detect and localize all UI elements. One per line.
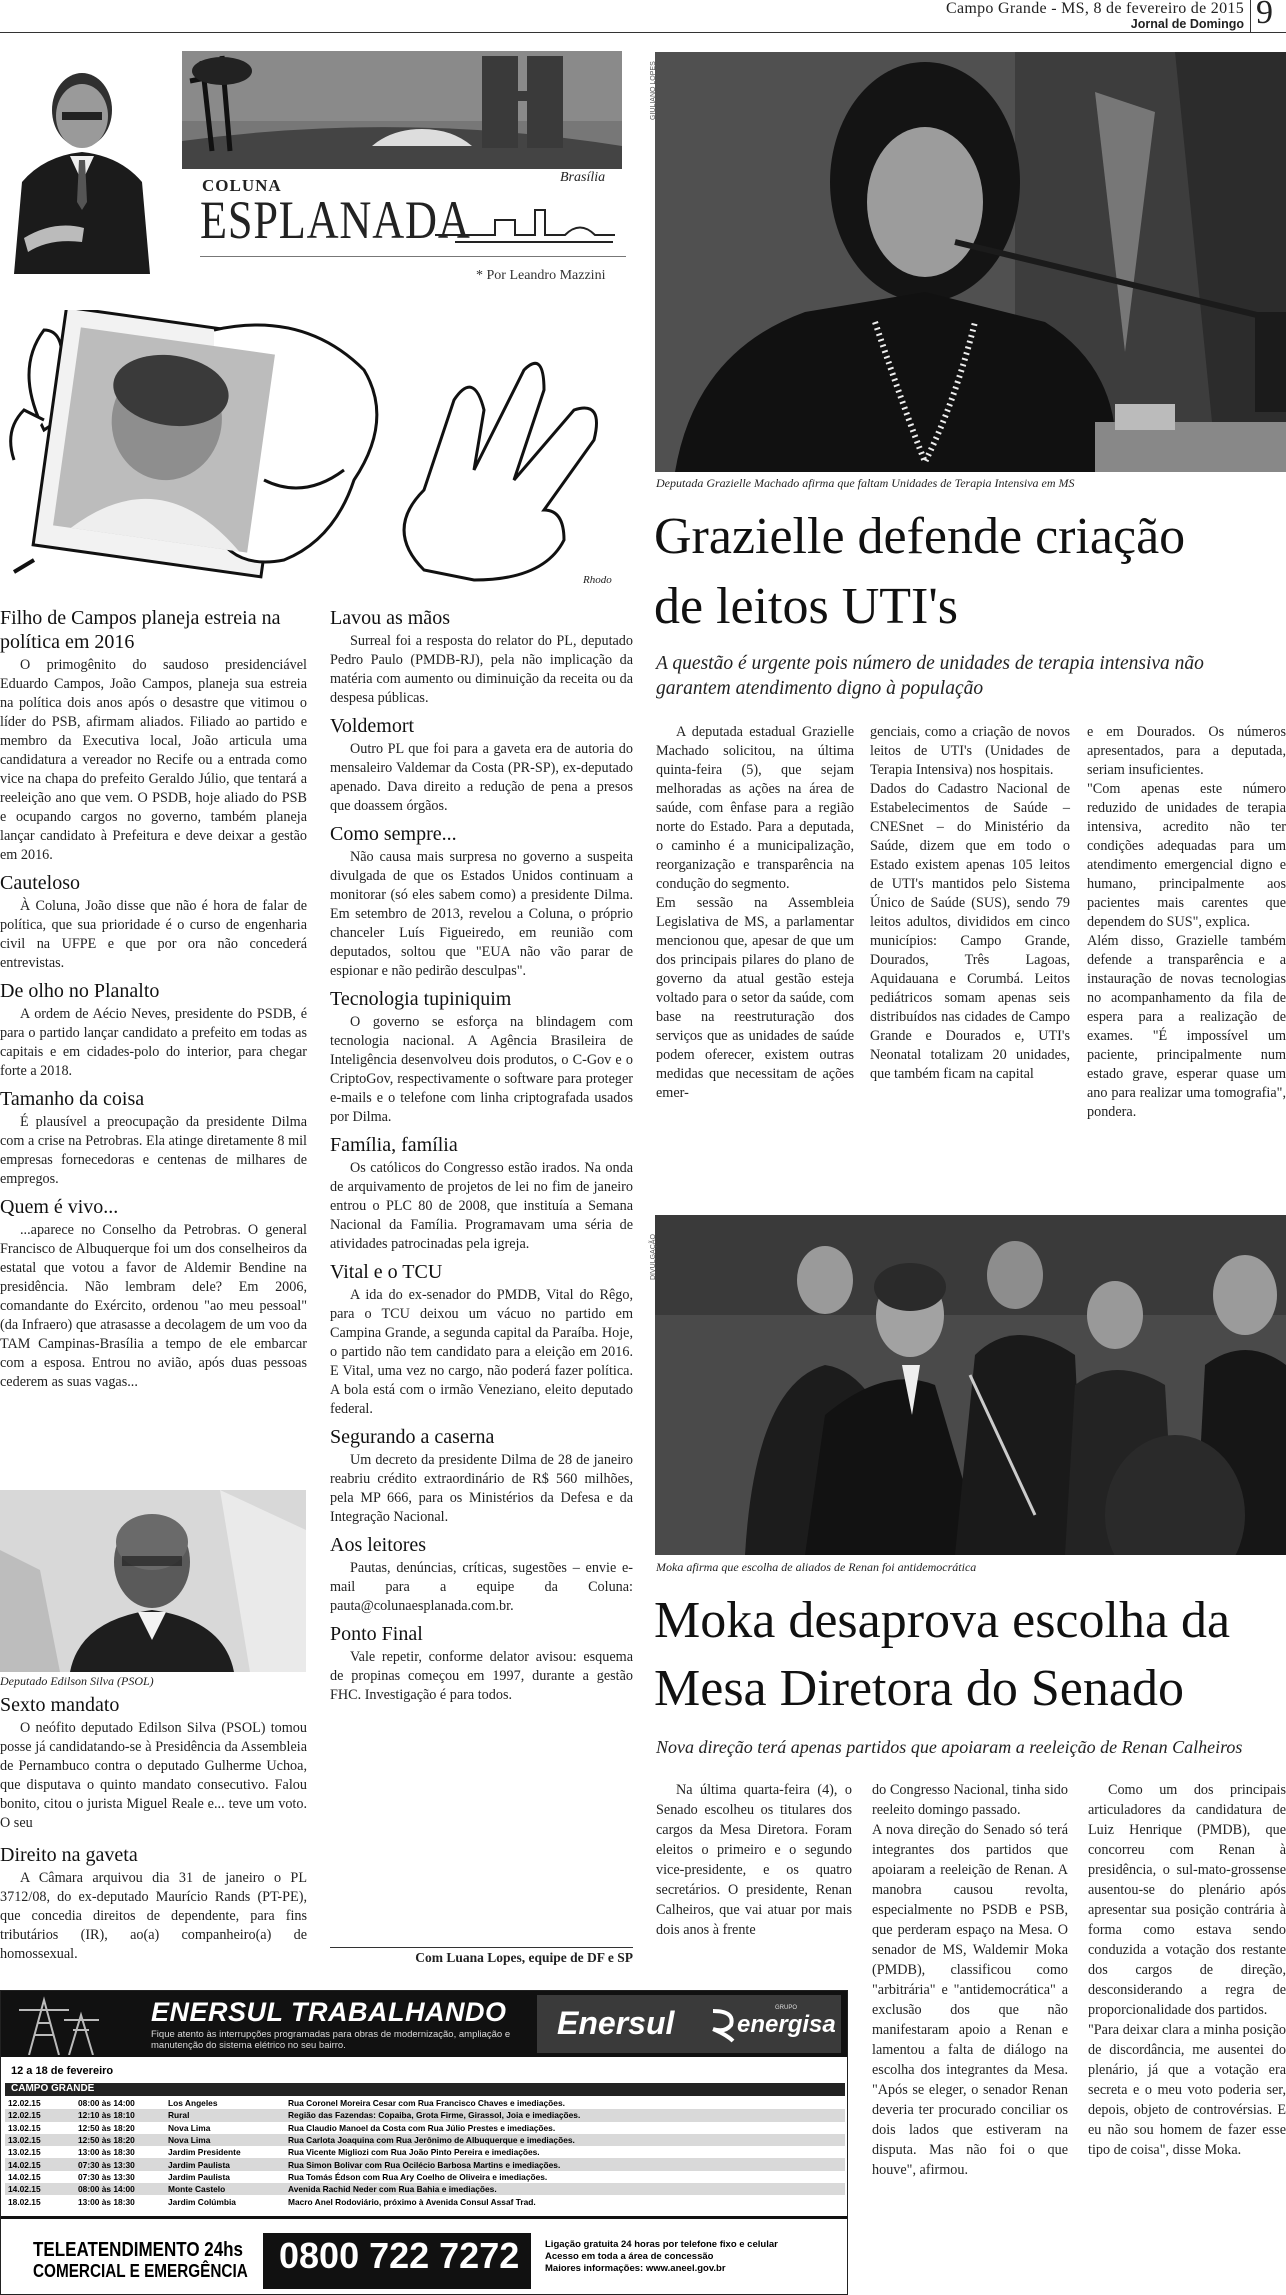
item-title: Direito na gaveta — [0, 1844, 138, 1866]
item-text: O primogênito do saudoso presidenciável Eduardo Campos, João Campos, planeja sua estreia na política dois anos após o desastre que vitimou o líder do PSB, afirmam aliados. Filiado ao partido e membro da Executiva local, João articula uma candidatura a vereador no Recife ou a entrada como vice na chapa do prefeito Geraldo Júlio, que tentará a reeleição ano que vem. O PSDB, hoje aliado do PSB e ocupando cargos no governo, também planeja lançar candidato à Prefeitura e deve deixar a gestão em 2016. — [0, 657, 307, 863]
item-title: Segurando a caserna — [330, 1426, 495, 1448]
ad-region-bar — [5, 2083, 845, 2096]
ad-row-neighborhood: Nova Lima — [168, 2135, 211, 2146]
item-title: Ponto Final — [330, 1623, 423, 1645]
ad-group-small: GRUPO — [775, 2005, 798, 2011]
ad-row-neighborhood: Nova Lima — [168, 2122, 211, 2133]
item-title: Voldemort — [330, 715, 415, 737]
item-title: Família, família — [330, 1134, 458, 1156]
ad-row-location: Rua Simon Bolivar com Rua Ocilécio Barbosa Martins e imediações. — [288, 2159, 561, 2170]
item-text: ...aparece no Conselho da Petrobras. O general Francisco de Albuquerque foi um dos conselheiros da estatal que votou a favor de Aldemir Bendine na presidência. Não lembram dele? Em 2006, comandante do Exército, ordenou "ao meu pessoal" (da Infraero) que atrasasse a decolagem de um voo da TAM Campinas-Brasília a tempo de ele embarcar com a esposa. Entrou no avião, após duas pessoas cederem as suas vagas... — [0, 1222, 307, 1390]
item-sexto-mandato — [0, 1693, 307, 1833]
brasilia-photo — [182, 51, 622, 169]
ad-row-date: 12.02.15 — [8, 2098, 41, 2109]
ad-row-location: Rua Claudio Manoel da Costa com Rua Júlio Prestes e imediações. — [288, 2122, 556, 2133]
ad-row-neighborhood: Monte Castelo — [168, 2184, 226, 2195]
ad-row-date: 14.02.15 — [8, 2159, 41, 2170]
item-cauteloso — [0, 871, 307, 973]
ad-schedule-row — [5, 2171, 845, 2183]
edilson-caption: Deputado Edilson Silva (PSOL) — [0, 1674, 154, 1688]
ad-row-neighborhood: Los Angeles — [168, 2098, 218, 2109]
ad-row-date: 13.02.15 — [8, 2147, 41, 2158]
ad-schedule-row — [5, 2195, 845, 2207]
ad-row-time: 12:10 às 18:10 — [78, 2110, 135, 2121]
item-text: Vale repetir, conforme delator avisou: esquema de propinas começou em 1997, durante a gestão FHC. Investigação é para todos. — [330, 1649, 633, 1703]
story2-col3-text: Como um dos principais articuladores da candidatura de Luiz Henrique (PMDB), que concorreu com Renan à presidência, o sul-mato-grossense ausentou-se do plenário após apresentar sua posição contrária à forma como estava sendo conduzida a votação dos restante dos cargos de direção, desconsiderando a regra de proporcionalidade dos partidos. "Para deixar clara a minha posição de discordância, me ausentei do plenário, já que a votação era secreta e o meu voto poderia ser, depois, objeto de controvérsias. E eu não sou homem de fazer esse tipo de coisa", disse Moka. — [1088, 1782, 1286, 2158]
item-tecnologia — [330, 987, 633, 1127]
item-filho-campos — [0, 606, 307, 865]
esplanada-skyline-icon — [435, 190, 615, 250]
story2-col1 — [656, 1780, 852, 1940]
header-rule — [0, 32, 1286, 33]
ad-schedule-table — [5, 2097, 845, 2208]
story1-deck: A questão é urgente pois número de unidades de terapia intensiva não garantem atendimento digno à população — [656, 653, 1204, 699]
ad-schedule-row — [5, 2134, 845, 2146]
story2-headline-1: Moka desaprova escolha da — [654, 1592, 1231, 1649]
ad-schedule-row — [5, 2109, 845, 2121]
column-left-2 — [330, 606, 633, 1705]
columnist-photo — [4, 52, 160, 274]
story2-col2-text: do Congresso Nacional, tinha sido reeleito domingo passado. A nova direção do Senado só terá integrantes dos partidos que apoiaram a reeleição de Renan. A manobra causou revolta, especialmente no PSDB e PSB, que perderam espaço na Mesa. O senador de MS, Waldemir Moka (PMDB), classificou como "arbitrária" e "antidemocrática" a exclusão dos que não manifestaram apoio a Renan e lamentou a falta de diálogo na escolha dos integrantes da Mesa. "Após se eleger, o senador Renan deveria ter procurado conciliar os dois lados que estiveram na disputa. Mas não foi o que houve", afirmou. — [872, 1782, 1068, 2178]
ad-row-time: 12:50 às 18:20 — [78, 2135, 135, 2146]
column-credit: Com Luana Lopes, equipe de DF e SP — [415, 1950, 633, 1965]
ad-period: 12 a 18 de fevereiro — [11, 2065, 114, 2077]
ad-title: ENERSUL TRABALHANDO — [151, 1997, 507, 2027]
ad-row-location: Rua Tomás Édson com Rua Ary Coelho de Oliveira e imediações. — [288, 2171, 548, 2182]
item-text: Não causa mais surpresa no governo a suspeita divulgada de que os Estados Unidos continuam a monitorar (só eles sabem como) a presidente Dilma. Em setembro de 2013, revelou a Coluna, o próprio chanceler Luís Figueiredo, em reunião com deputados, soltou que "EUA não vão parar de espionar e não pedirão desculpas". — [330, 849, 633, 979]
enersul-ad — [0, 1990, 848, 2295]
ad-row-location: Rua Vicente Migliozi com Rua João Pinto Pereira e imediações. — [288, 2147, 540, 2158]
ad-brand: Enersul — [557, 2005, 675, 2041]
grazielle-photo-credit: GIULIANO LOPES — [650, 61, 657, 120]
item-quem-e-vivo — [0, 1195, 307, 1392]
item-voldemort — [330, 714, 633, 816]
item-como-sempre — [330, 822, 633, 981]
item-title: Sexto mandato — [0, 1694, 120, 1716]
ad-phone[interactable]: 0800 722 7272 — [279, 2235, 520, 2276]
item-title: De olho no Planalto — [0, 980, 160, 1002]
moka-photo-credit: DIVULGAÇÃO — [650, 1234, 657, 1280]
story1-col3-text: e em Dourados. Os números apresentados, para a deputada, seriam insuficientes. "Com apenas este número reduzido de unidades de terapia intensiva, acredito não ter condições adequadas para um atendimento emergencial digno e humano, principalmente aos pacientes mais carentes que dependem do SUS", explica. Além disso, Grazielle também defende a transparência e a instauração de novas tecnologias no acompanhamento da fila de espera para a realização de exames. "É impossível um paciente, principalmente num estado grave, esperar quase um ano para realizar uma tomografia", pondera. — [1087, 724, 1286, 1120]
ad-row-neighborhood: Rural — [168, 2110, 190, 2121]
ad-row-neighborhood: Jardim Paulista — [168, 2171, 230, 2182]
ad-row-neighborhood: Jardim Colúmbia — [168, 2196, 236, 2207]
ad-info-3[interactable]: Maiores informações: www.aneel.gov.br — [545, 2263, 726, 2274]
ad-row-date: 13.02.15 — [8, 2135, 41, 2146]
ad-row-time: 12:50 às 18:20 — [78, 2122, 135, 2133]
item-vital — [330, 1260, 633, 1419]
ad-schedule-row — [5, 2122, 845, 2134]
ad-row-time: 13:00 às 18:30 — [78, 2147, 135, 2158]
ad-row-neighborhood: Jardim Paulista — [168, 2159, 230, 2170]
item-caserna — [330, 1425, 633, 1527]
grazielle-caption: Deputada Grazielle Machado afirma que faltam Unidades de Terapia Intensiva em MS — [656, 476, 1075, 490]
story1-col2 — [870, 723, 1070, 1084]
item-title: Filho de Campos planeja estreia na política em 2016 — [0, 607, 281, 653]
ad-schedule-row — [5, 2158, 845, 2170]
item-text: A ida do ex-senador do PMDB, Vital do Rêgo, para o TCU deixou um vácuo no partido em Campina Grande, a segunda capital da Paraíba. Hoje, o partido não tem candidato para a eleição em 2016. E Vital, uma vez no cargo, não poderá fazer política. A bola está com o irmão Veneziano, eleito deputado federal. — [330, 1287, 633, 1417]
item-text: Outro PL que foi para a gaveta era de autoria do mensaleiro Valdemar da Costa (PR-SP), ex-deputado apenado. Dava direito a redução de pena a presos que doassem órgãos. — [330, 741, 633, 814]
item-title: Tecnologia tupiniquim — [330, 988, 512, 1010]
ad-row-location: Rua Coronel Moreira Cesar com Rua Francisco Chaves e imediações. — [288, 2098, 565, 2109]
item-text: A Câmara arquivou dia 31 de janeiro o PL 3712/08, do ex-deputado Maurício Rands (PT-PE), que concedia direitos de dependente, para fins tributários (IR), ao(a) companheiro(a) de homossexual. — [0, 1870, 307, 1962]
edilson-photo — [0, 1490, 306, 1672]
item-de-olho — [0, 979, 307, 1081]
ad-schedule-row — [5, 2183, 845, 2195]
story1-col2-text: genciais, como a criação de novos leitos de UTI's (Unidades de Terapia Intensiva) nos hospitais. Dados do Cadastro Nacional de Estabelecimentos de Saúde – CNESnet – do Ministério da Saúde, dizem que em todo o Estado existem apenas 105 leitos de UTI's mantidos pelo Sistema Único de Saúde (SUS), sendo 79 leitos adultos, divididos em cinco municípios: Campo Grande, Dourados, Três Lagoas, Aquidauana e Corumbá. Leitos pediátricos somam apenas seis distribuídos nas cidades de Campo Grande e Dourados e, UTI's Neonatal totalizam 20 unidades, que também ficam na capital — [870, 724, 1070, 1082]
item-text: A ordem de Aécio Neves, presidente do PSDB, é para o partido lançar candidato a prefeito em todas as capitais e em cidades-polo do interior, para chegar forte a 2018. — [0, 1006, 307, 1079]
item-leitores — [330, 1533, 633, 1616]
paper-name: Jornal de Domingo — [1130, 17, 1244, 31]
item-text: O governo se esforça na blindagem com tecnologia nacional. A Agência Brasileira de Inteligência desenvolveu dois produtos, o C-Gov e o CriptoGov, respectivamente o software para proteger e-mails e o telefone com linha criptografada usados por Dilma. — [330, 1014, 633, 1125]
ad-row-location: Rua Carlota Joaquina com Rua Jerônimo de Albuquerque e imediações. — [288, 2135, 575, 2146]
item-title: Aos leitores — [330, 1534, 427, 1556]
ad-group: energisa — [737, 2011, 836, 2038]
ad-info-2: Acesso em toda a área de concessão — [545, 2251, 714, 2262]
ad-row-location: Avenida Rachid Neder com Rua Bahia e imediações. — [288, 2184, 497, 2195]
ad-row-date: 18.02.15 — [8, 2196, 41, 2207]
item-text: Os católicos do Congresso estão irados. Na onda de arquivamento de projetos de lei no fim de janeiro entrou o PLC 80 de 2008, que instituía a Semana Nacional da Família. Programavam uma séria de atividades patrocinadas pela igreja. — [330, 1160, 633, 1252]
moka-photo — [655, 1215, 1286, 1555]
story2-headline-2: Mesa Diretora do Senado — [654, 1660, 1184, 1717]
item-title: Vital e o TCU — [330, 1261, 443, 1283]
story1-headline-1: Grazielle defende criação — [654, 508, 1186, 565]
ad-row-date: 14.02.15 — [8, 2184, 41, 2195]
header-divider — [1250, 0, 1251, 32]
ad-row-neighborhood: Jardim Presidente — [168, 2147, 241, 2158]
item-tamanho — [0, 1087, 307, 1189]
ad-row-date: 13.02.15 — [8, 2122, 41, 2133]
ad-schedule-row — [5, 2097, 845, 2109]
story1-col3 — [1087, 723, 1286, 1122]
item-text: À Coluna, João disse que não é hora de falar de política, que sua prioridade é o curso de engenharia civil na UFPE e que por ora não concederá entrevistas. — [0, 898, 307, 971]
ad-schedule-row — [5, 2146, 845, 2158]
logo-rule — [200, 256, 626, 257]
story2-deck: Nova direção terá apenas partidos que apoiaram a reeleição de Renan Calheiros — [656, 1737, 1243, 1757]
story2-col2 — [872, 1780, 1068, 2180]
item-text: Um decreto da presidente Dilma de 28 de janeiro reabriu crédito extraordinário de R$ 560 milhões, pela MP 666, para os Ministérios da Defesa e da Integração Nacional. — [330, 1452, 633, 1525]
ad-row-date: 12.02.15 — [8, 2110, 41, 2121]
energisa-logo-icon — [707, 2007, 737, 2043]
esplanada-logo: ESPLANADA — [200, 190, 471, 250]
story1-col1-text: A deputada estadual Grazielle Machado solicitou, na última quinta-feira (5), que sejam melhoradas as ações na área de saúde, com ênfase para a região norte do Estado. Para a deputada, o caminho é a municipalização, reorganização e transparência na condução do segmento. Em sessão na Assembleia Legislativa de MS, a parlamentar mencionou que, apesar de que um dos principais pilares do plano de governo da atual gestão esteja voltado para o setor da saúde, com base na reestruturação dos serviços que as unidades de saúde podem oferecer, existem outras medidas que necessitam de ações emer- — [656, 724, 854, 1101]
byline: * Por Leandro Mazzini — [476, 268, 606, 283]
ad-row-time: 08:00 às 14:00 — [78, 2184, 135, 2195]
ad-tele-line1: TELEATENDIMENTO 24hs — [33, 2239, 244, 2261]
item-direito-gaveta — [0, 1843, 307, 1964]
brasilia-label: Brasília — [560, 170, 606, 185]
ad-tower-icon — [9, 1995, 119, 2055]
column-left-1b — [0, 1674, 307, 1964]
item-title: Quem é vivo... — [0, 1196, 119, 1218]
story2-col1-text: Na última quarta-feira (4), o Senado escolheu os titulares dos cargos da Mesa Diretora. Foram eleitos o primeiro e o segundo vice-presidente, e os quatro secretários. O presidente, Renan Calheiros, que vai atuar por mais dois anos à frente — [656, 1782, 852, 1938]
story1-col1 — [656, 723, 854, 1103]
moka-caption: Moka afirma que escolha de aliados de Renan foi antidemocrática — [656, 1560, 977, 1574]
grazielle-photo — [655, 52, 1286, 472]
ad-row-time: 07:30 às 13:30 — [78, 2171, 135, 2182]
item-lavou — [330, 606, 633, 708]
item-title: Cauteloso — [0, 872, 80, 894]
item-title: Lavou as mãos — [330, 607, 450, 629]
ad-row-date: 14.02.15 — [8, 2171, 41, 2182]
ad-info-1: Ligação gratuita 24 horas por telefone fixo e celular — [545, 2239, 778, 2250]
ad-row-location: Macro Anel Rodoviário, próximo à Avenida Consul Assaf Trad. — [288, 2196, 536, 2207]
item-title: Como sempre... — [330, 823, 457, 845]
ad-subtitle: Fique atento às interrupções programadas para obras de modernização, ampliação e manutenção do sistema elétrico no seu bairro. — [151, 2029, 511, 2051]
page-number: 9 — [1256, 0, 1273, 31]
column-left-1 — [0, 606, 307, 1392]
item-text: O neófito deputado Edilson Silva (PSOL) tomou posse já candidatando-se à Presidência da Assembleia de Pernambuco contra o deputado Gulherme Uchoa, que disputava o quinto mandato consecutivo. Falou bonito, citou o jurista Miguel Reale e... teve um voto. O seu — [0, 1720, 307, 1831]
ad-row-location: Região das Fazendas: Copaiba, Grota Firme, Girassol, Joia e imediações. — [288, 2110, 581, 2121]
item-text: Surreal foi a resposta do relator do PL, deputado Pedro Paulo (PMDB-RJ), pela não implicação da matéria com aumento ou diminuição da receita ou da despesa públicas. — [330, 633, 633, 706]
ad-row-time: 13:00 às 18:30 — [78, 2196, 135, 2207]
ad-row-time: 08:00 às 14:00 — [78, 2098, 135, 2109]
story1-headline-2: de leitos UTI's — [654, 578, 958, 635]
credit-rule — [330, 1947, 633, 1948]
item-text: É plausível a preocupação da presidente Dilma com a crise na Petrobras. Ela atinge diretamente 8 mil empresas fornecedoras e centenas de milhares de empregos. — [0, 1114, 307, 1187]
item-title: Tamanho da coisa — [0, 1088, 145, 1110]
item-text: Pautas, denúncias, críticas, sugestões – envie e-mail para a equipe da Coluna: pauta@colunaesplanada.com.br. — [330, 1560, 633, 1614]
item-familia — [330, 1133, 633, 1254]
item-ponto-final — [330, 1622, 633, 1705]
ad-region: CAMPO GRANDE — [11, 2083, 95, 2094]
story2-col3 — [1088, 1780, 1286, 2160]
dateline: Campo Grande - MS, 8 de fevereiro de 2015 — [946, 0, 1244, 17]
ad-row-time: 07:30 às 13:30 — [78, 2159, 135, 2170]
cartoon-signature: Rhodo — [583, 574, 612, 586]
ad-tele-line2: COMERCIAL E EMERGÊNCIA — [33, 2261, 248, 2281]
coluna-label: COLUNA — [202, 176, 282, 195]
cartoon-illustration — [4, 310, 630, 588]
